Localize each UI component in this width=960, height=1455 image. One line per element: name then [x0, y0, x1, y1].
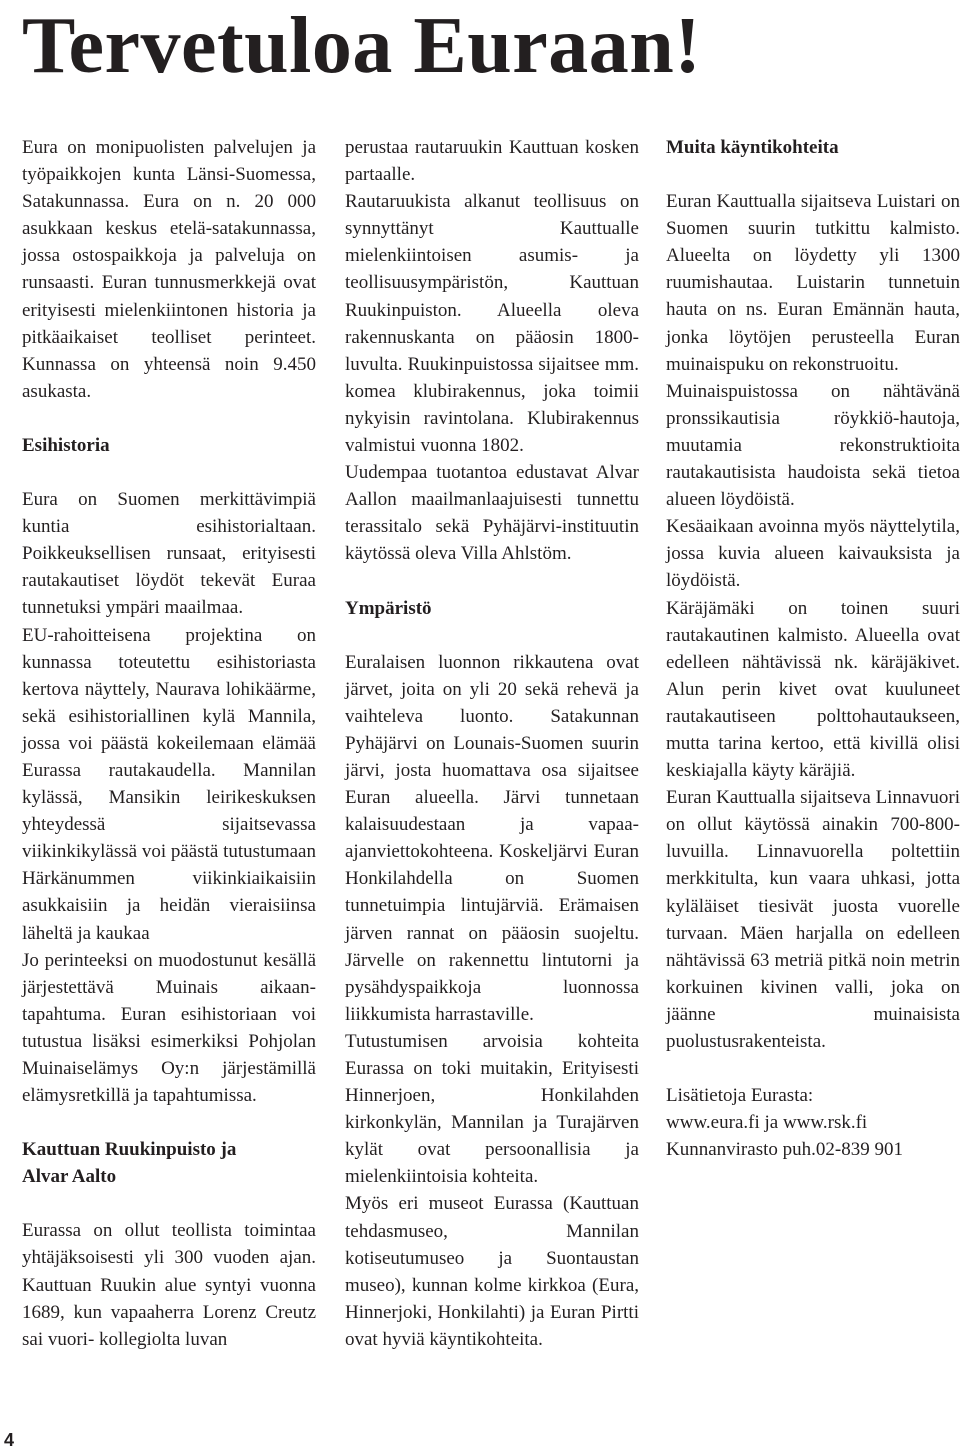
kayntikohteet-paragraph-3: Kesäaikaan avoinna myös näyttelytila, jossa kuvia alueen kaivauksista ja löydöistä.: [666, 516, 960, 592]
ruukinpuisto-paragraph-2: perustaa rautaruukin Kauttuan kosken partaalle.: [345, 137, 639, 186]
heading-ruukinpuisto-line-2: Alvar Aalto: [22, 1166, 117, 1188]
info-phone: Kunnanvirasto puh.02-839 901: [666, 1139, 903, 1161]
esihistoria-paragraph-2: EU-rahoitteisena projektina on kunnassa toteutettu esihistoriasta kertova näyttely, Naurava lohikäärme, sekä esihistoriallinen kylä Mannila, jossa voi päästä kokeilemaan elämää Eurassa rautakaudella. Mannilan kylässä, Mansikin leirikeskuksen yhteydessä sijaitsevassa viikinkikylässä voi päästä tutustumaan Härkänummen viikinkiaikaisiin asukkaisiin ja heidän vieraisiinsa läheltä ja kaukaa: [22, 624, 316, 944]
page-number: 4: [4, 1430, 15, 1450]
ymparisto-paragraph-2: Tutustumisen arvoisia kohteita Eurassa on toki muitakin, Erityisesti Hinnerjoen, Honkilahden kirkonkylän, Mannilan ja Turajärven kylät ovat persoonallisia ja mielenkiintoisia kohteita.: [345, 1030, 639, 1188]
heading-ruukinpuisto: [22, 1136, 316, 1190]
ymparisto-paragraph-3: Myös eri museot Eurassa (Kauttuan tehdasmuseo, Mannilan kotiseutumuseo ja Suontaustan museo), kunnan kolme kirkkoa (Eura, Hinnerjoki, Honkilahti) ja Euran Pirtti ovat hyviä käyntikohteita.: [345, 1193, 639, 1350]
ruukinpuisto-paragraph-3: Rautaruukista alkanut teollisuus on synnyttänyt Kauttualle mielenkiintoisen asumis- ja teollisuusympäristön, Kauttuan Ruukinpuiston. Alueella oleva rakennuskanta on pääosin 1800-luvulta. Ruukinpuistossa sijaitsee mm. komea klubirakennus, joka toimii nykyisin ravintolana. Klubirakennus valmistui vuonna 1802.: [345, 191, 639, 457]
ruukinpuisto-paragraph-4: Uudempaa tuotantoa edustavat Alvar Aallon maailmanlaajuisesti tunnettu terassitalo sekä Pyhäjärvi-instituutin käytössä oleva Villa Ahlstöm.: [345, 462, 639, 565]
kayntikohteet-paragraph-2: Muinaispuistossa on nähtävänä pronssikautisia röykkiö-hautoja, muutamia rekonstruktioita rautakautisista haudoista sekä tietoa alueen löydöistä.: [666, 380, 960, 511]
heading-esihistoria: Esihistoria: [22, 434, 110, 456]
kayntikohteet-paragraph-1: Euran Kauttualla sijaitseva Luistari on Suomen suurin tutkittu kalmisto. Alueelta on löydetty yli 1300 ruumishautaa. Luistarin tunnetuin hauta on ns. Euran Emännän hauta, jonka löytöjen perusteella Euran muinaispuku on rekonstruoitu.: [666, 191, 960, 375]
kayntikohteet-paragraph-4: Käräjämäki on toinen suuri rautakautinen kalmisto. Alueella ovat edelleen nähtävissä nk. käräjäkivet. Alun perin kivet ovat kuuluneet rautakautiseen polttohautaukseen, mutta tarina kertoo, että kivillä olisi keskiajalla käyty käräjiä.: [666, 597, 960, 782]
heading-muita-kayntikohteita: Muita käyntikohteita: [666, 137, 839, 158]
ruukinpuisto-paragraph-1: Eurassa on ollut teollista toimintaa yhtäjäksoisesti yli 300 vuoden ajan. Kauttuan Ruukin alue syntyi vuonna 1689, kun vapaaherra Lorenz Creutz sai vuori- kollegiolta luvan: [22, 1220, 316, 1350]
esihistoria-paragraph-3: Jo perinteeksi on muodostunut kesällä järjestettävä Muinais aikaan- tapahtuma. Euran esihistoriaan voi tutustua lisäksi esimerkiksi Pohjolan Muinaiselämys Oy:n järjestämillä elämysretkillä ja tapahtumissa.: [22, 949, 316, 1107]
ymparisto-paragraph-1: Euralaisen luonnon rikkautena ovat järvet, joita on yli 20 sekä rehevä ja vaihteleva luonto. Satakunnan Pyhäjärvi on Lounais-Suomen suurin järvi, josta huomattava osa sijaitsee Euran alueella. Järvi tunnetaan kalaisuudestaan ja vapaa-ajanviettokohteena. Koskeljärvi Euran Honkilahdella on Suomen tunnetuimpia lintujärviä. Erämaisen järven rannat on pääosin suojeltu. Järvelle on rakennettu lintutorni ja pysähdyspaikkoja luonnossa liikkumista harrastaville.: [345, 651, 639, 1025]
intro-paragraph: Eura on monipuolisten palvelujen ja työpaikkojen kunta Länsi-Suomessa, Satakunnassa. Eura on n. 20 000 asukkaan keskus etelä-satakunnassa, jossa ostospaikkoja ja palveluja on runsaasti. Euran tunnusmerkkejä ovat erityisesti mielenkiintonen historia ja pitkäaikaiset teolliset perinteet. Kunnassa on yhteensä noin 9.450 asukasta.: [22, 137, 316, 402]
esihistoria-paragraph-1: Eura on Suomen merkittävimpiä kuntia esihistorialtaan. Poikkeuksellisen runsaat, erityisesti rautakautiset löydöt tekevät Euraa tunnetuksi ympäri maailmaa.: [22, 489, 316, 619]
kayntikohteet-paragraph-5: Euran Kauttualla sijaitseva Linnavuori on ollut käytössä ainakin 700-800-luvuilla. Linnavuorella poltettiin merkkitulta, kun vaara uhkasi, jotta kyläläiset tiesivät juosta vuorelle turvaan. Mäen harjalla on edelleen nähtävissä 63 metriä pitkä noin metrin korkuinen kivinen valli, joka on jäänne muinaisista puolustusrakenteista.: [666, 787, 960, 1052]
heading-ymparisto: Ympäristö: [345, 597, 432, 619]
info-label: Lisätietoja Eurasta:: [666, 1085, 814, 1107]
column-2: [345, 134, 639, 1353]
column-3: [666, 134, 960, 1163]
heading-ruukinpuisto-line-1: Kauttuan Ruukinpuisto ja: [22, 1139, 237, 1161]
info-links[interactable]: www.eura.fi ja www.rsk.fi: [666, 1112, 868, 1134]
column-1: [22, 134, 316, 1353]
page-title: Tervetuloa Euraan!: [22, 2, 702, 90]
